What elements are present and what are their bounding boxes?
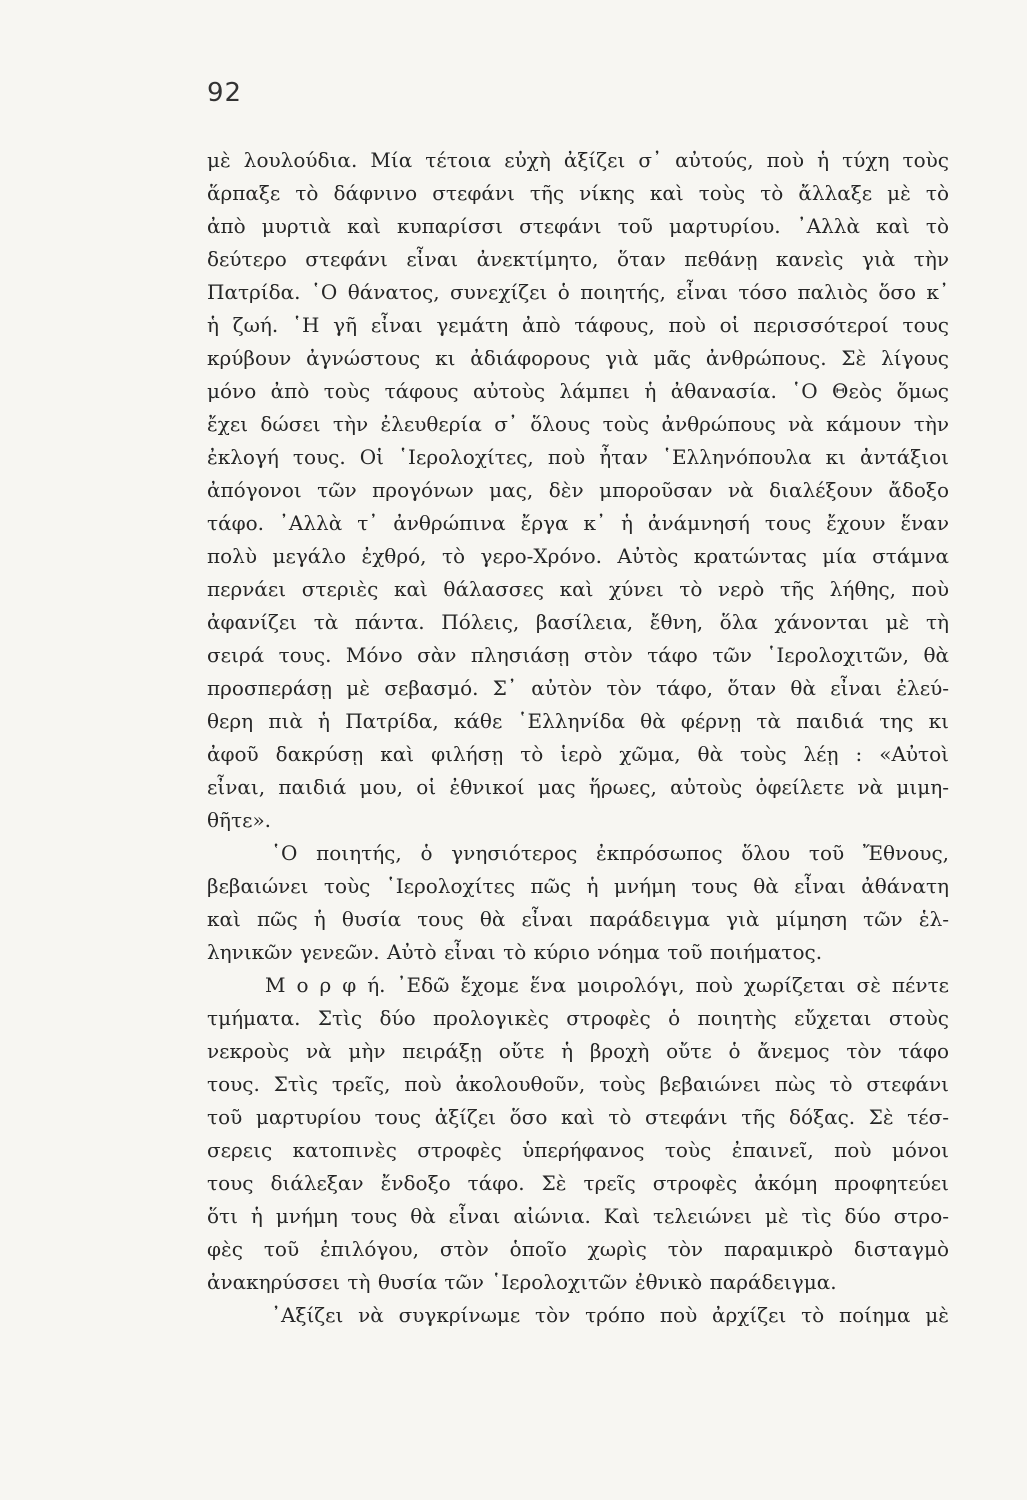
text-line: προσπεράσῃ μὲ σεβασμό. Σ᾿ αὐτὸν τὸν τάφο, ὅταν θὰ εἶναι ἐλεύ-	[207, 676, 949, 700]
text-line: ἅρπαξε τὸ δάφνινο στεφάνι τῆς νίκης καὶ τοὺς τὸ ἄλλαξε μὲ τὸ	[207, 181, 949, 205]
text-line-continuation: ᾿Εδῶ ἔχομε ἕνα μοιρολόγι, ποὺ χωρίζεται σὲ πέντε	[396, 973, 949, 997]
body-text	[207, 144, 949, 1332]
text-line: τους. Στὶς τρεῖς, ποὺ ἀκολουθοῦν, τοὺς βεβαιώνει πὼς τὸ στεφάνι	[207, 1072, 949, 1096]
paragraph-2	[207, 837, 949, 969]
text-line: φὲς τοῦ ἐπιλόγου, στὸν ὁποῖο χωρὶς τὸν παραμικρὸ δισταγμὸ	[207, 1237, 949, 1261]
text-line: εἶναι, παιδιά μου, οἱ ἐθνικοί μας ἥρωες, αὐτοὺς ὀφείλετε νὰ μιμη-	[207, 775, 949, 799]
text-line: νεκροὺς νὰ μὴν πειράξῃ οὔτε ἡ βροχὴ οὔτε ὁ ἄνεμος τὸν τάφο	[207, 1039, 949, 1063]
text-line: ἀνακηρύσσει τὴ θυσία τῶν ῾Ιερολοχιτῶν ἐθνικὸ παράδειγμα.	[207, 1270, 837, 1294]
text-line: περνάει στεριὲς καὶ θάλασσες καὶ χύνει τὸ νερὸ τῆς λήθης, ποὺ	[207, 577, 949, 601]
text-line: βεβαιώνει τοὺς ῾Ιερολοχίτες πῶς ἡ μνήμη τους θὰ εἶναι ἀθάνατη	[207, 874, 949, 898]
text-line: ἐκλογή τους. Οἱ ῾Ιερολοχίτες, ποὺ ἦταν ῾Ελληνόπουλα κι ἀντάξιοι	[207, 445, 949, 469]
text-line: ῾Ο ποιητής, ὁ γνησιότερος ἐκπρόσωπος ὅλου τοῦ Ἔθνους,	[271, 841, 949, 865]
text-line: πολὺ μεγάλο ἐχθρό, τὸ γερο-Χρόνο. Αὐτὸς κρατώντας μία στάμνα	[207, 544, 949, 568]
text-line: ὅτι ἡ μνήμη τους θὰ εἶναι αἰώνια. Καὶ τελειώνει μὲ τὶς δύο στρο-	[207, 1204, 949, 1228]
text-line: μὲ λουλούδια. Μία τέτοια εὐχὴ ἀξίζει σ᾿ αὐτούς, ποὺ ἡ τύχη τοὺς	[207, 148, 949, 172]
text-line: δεύτερο στεφάνι εἶναι ἀνεκτίμητο, ὅταν πεθάνῃ κανεὶς γιὰ τὴν	[207, 247, 949, 271]
section-heading: Μ ο ρ φ ή.	[265, 973, 386, 997]
text-line: Πατρίδα. ῾Ο θάνατος, συνεχίζει ὁ ποιητής, εἶναι τόσο παλιὸς ὅσο κ᾿	[207, 280, 949, 304]
text-line: τμήματα. Στὶς δύο προλογικὲς στροφὲς ὁ ποιητὴς εὔχεται στοὺς	[207, 1006, 949, 1030]
text-line: ἀφανίζει τὰ πάντα. Πόλεις, βασίλεια, ἔθνη, ὅλα χάνονται μὲ τὴ	[207, 610, 949, 634]
text-line: ἀπόγονοι τῶν προγόνων μας, δὲν μποροῦσαν νὰ διαλέξουν ἄδοξο	[207, 478, 949, 502]
text-line: ᾿Αξίζει νὰ συγκρίνωμε τὸν τρόπο ποὺ ἀρχίζει τὸ ποίημα μὲ	[271, 1303, 949, 1327]
text-line: τοῦ μαρτυρίου τους ἀξίζει ὅσο καὶ τὸ στεφάνι τῆς δόξας. Σὲ τέσ-	[207, 1105, 949, 1129]
paragraph-3	[207, 969, 949, 1299]
text-line: ληνικῶν γενεῶν. Αὐτὸ εἶναι τὸ κύριο νόημα τοῦ ποιήματος.	[207, 940, 823, 964]
text-line: καὶ πῶς ἡ θυσία τους θὰ εἶναι παράδειγμα γιὰ μίμηση τῶν ἑλ-	[207, 907, 949, 931]
text-line: ἀφοῦ δακρύσῃ καὶ φιλήσῃ τὸ ἱερὸ χῶμα, θὰ τοὺς λέῃ : «Αὐτοὶ	[207, 742, 949, 766]
text-line: κρύβουν ἀγνώστους κι ἀδιάφορους γιὰ μᾶς ἀνθρώπους. Σὲ λίγους	[207, 346, 949, 370]
text-line: τους διάλεξαν ἔνδοξο τάφο. Σὲ τρεῖς στροφὲς ἀκόμη προφητεύει	[207, 1171, 949, 1195]
paragraph-4	[207, 1299, 949, 1332]
paragraph-1	[207, 144, 949, 837]
text-line: τάφο. ᾿Αλλὰ τ᾿ ἀνθρώπινα ἔργα κ᾿ ἡ ἀνάμνησή τους ἔχουν ἕναν	[207, 511, 949, 535]
text-line: σειρά τους. Μόνο σὰν πλησιάσῃ στὸν τάφο τῶν ῾Ιερολοχιτῶν, θὰ	[207, 643, 949, 667]
text-line: σερεις κατοπινὲς στροφὲς ὑπερήφανος τοὺς ἐπαινεῖ, ποὺ μόνοι	[207, 1138, 949, 1162]
text-line: ἀπὸ μυρτιὰ καὶ κυπαρίσσι στεφάνι τοῦ μαρτυρίου. ᾿Αλλὰ καὶ τὸ	[207, 214, 949, 238]
text-line	[207, 969, 949, 1002]
text-line: ἔχει δώσει τὴν ἐλευθερία σ᾿ ὅλους τοὺς ἀνθρώπους νὰ κάμουν τὴν	[207, 412, 949, 436]
text-line: θερη πιὰ ἡ Πατρίδα, κάθε ῾Ελληνίδα θὰ φέρνῃ τὰ παιδιά της κι	[207, 709, 949, 733]
text-line: ἡ ζωή. ῾Η γῆ εἶναι γεμάτη ἀπὸ τάφους, ποὺ οἱ περισσότεροί τους	[207, 313, 949, 337]
text-line: θῆτε».	[207, 808, 272, 832]
page-number: 92	[207, 78, 243, 108]
text-line: μόνο ἀπὸ τοὺς τάφους αὐτοὺς λάμπει ἡ ἀθανασία. ῾Ο Θεὸς ὅμως	[207, 379, 949, 403]
